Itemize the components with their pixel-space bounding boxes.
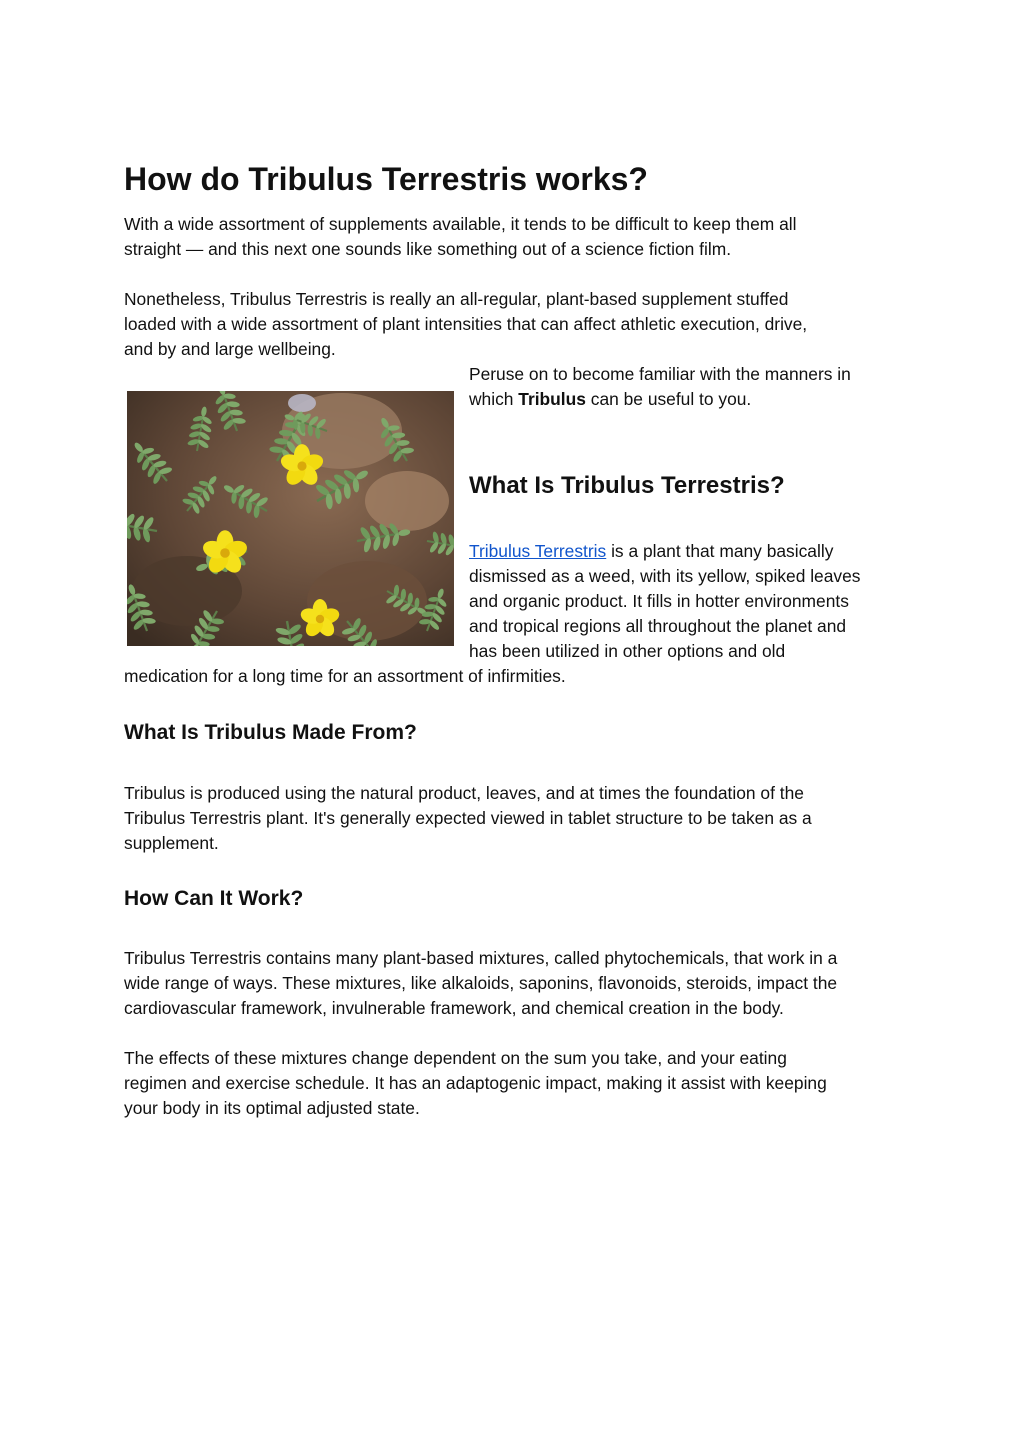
section-heading-what-is-tribulus-terrestris: What Is Tribulus Terrestris?: [469, 472, 785, 499]
section1-line-5: has been utilized in other options and old: [469, 641, 786, 662]
tribulus-terrestris-link[interactable]: Tribulus Terrestris: [469, 541, 607, 561]
section1-line-6: medication for a long time for an assortment of infirmities.: [124, 666, 566, 686]
section2-paragraph: [124, 781, 812, 856]
section3-paragraph-2: [124, 1046, 827, 1121]
peruse-paragraph: [469, 362, 851, 412]
section3-p1-line-3: cardiovascular framework, invulnerable framework, and chemical creation in the body.: [124, 998, 784, 1019]
nonetheless-paragraph: [124, 287, 807, 362]
tribulus-bold-word: Tribulus: [518, 389, 586, 410]
section1-line-2: dismissed as a weed, with its yellow, spiked leaves: [469, 566, 861, 587]
section-heading-what-is-tribulus-made-from: What Is Tribulus Made From?: [124, 721, 417, 744]
para2-line-2: loaded with a wide assortment of plant intensities that can affect athletic execution, drive,: [124, 314, 808, 335]
intro-line-1: With a wide assortment of supplements available, it tends to be difficult to keep them all: [124, 214, 797, 234]
section2-line-1: Tribulus is produced using the natural product, leaves, and at times the foundation of the: [124, 783, 804, 803]
section1-line-1: [469, 539, 860, 564]
section3-p2-line-2: regimen and exercise schedule. It has an adaptogenic impact, making it assist with keeping: [124, 1073, 827, 1094]
section-heading-how-can-it-work: How Can It Work?: [124, 887, 304, 910]
section2-line-2: Tribulus Terrestris plant. It's generally expected viewed in tablet structure to be taken as a: [124, 808, 812, 829]
tribulus-plant-photo: [127, 391, 454, 646]
section3-p1-line-1: Tribulus Terrestris contains many plant-based mixtures, called phytochemicals, that work in a: [124, 948, 838, 968]
para3-line-2-post: can be useful to you.: [585, 389, 752, 410]
para3-line-2-pre: which: [469, 389, 519, 410]
section3-p2-line-1: The effects of these mixtures change dependent on the sum you take, and your eating: [124, 1048, 787, 1068]
section3-p1-line-2: wide range of ways. These mixtures, like alkaloids, saponins, flavonoids, steroids, impact the: [124, 973, 838, 994]
para2-line-1: Nonetheless, Tribulus Terrestris is really an all-regular, plant-based supplement stuffed: [124, 289, 789, 309]
section1-line-3: and organic product. It fills in hotter environments: [469, 591, 849, 612]
section1-paragraph: [469, 539, 860, 664]
intro-line-2: straight — and this next one sounds like something out of a science fiction film.: [124, 239, 732, 260]
page-title: How do Tribulus Terrestris works?: [124, 161, 648, 197]
section2-line-3: supplement.: [124, 833, 219, 854]
para3-line-2: [469, 387, 851, 412]
section3-p2-line-3: your body in its optimal adjusted state.: [124, 1098, 420, 1119]
para3-line-1: Peruse on to become familiar with the manners in: [469, 364, 851, 384]
section1-line-4: and tropical regions all throughout the planet and: [469, 616, 847, 637]
para2-line-3: and by and large wellbeing.: [124, 339, 336, 360]
section3-paragraph-1: [124, 946, 837, 1021]
section1-paragraph-tail: [124, 664, 566, 689]
section1-line-1-post: is a plant that many basically: [606, 541, 834, 561]
intro-paragraph: [124, 212, 796, 262]
